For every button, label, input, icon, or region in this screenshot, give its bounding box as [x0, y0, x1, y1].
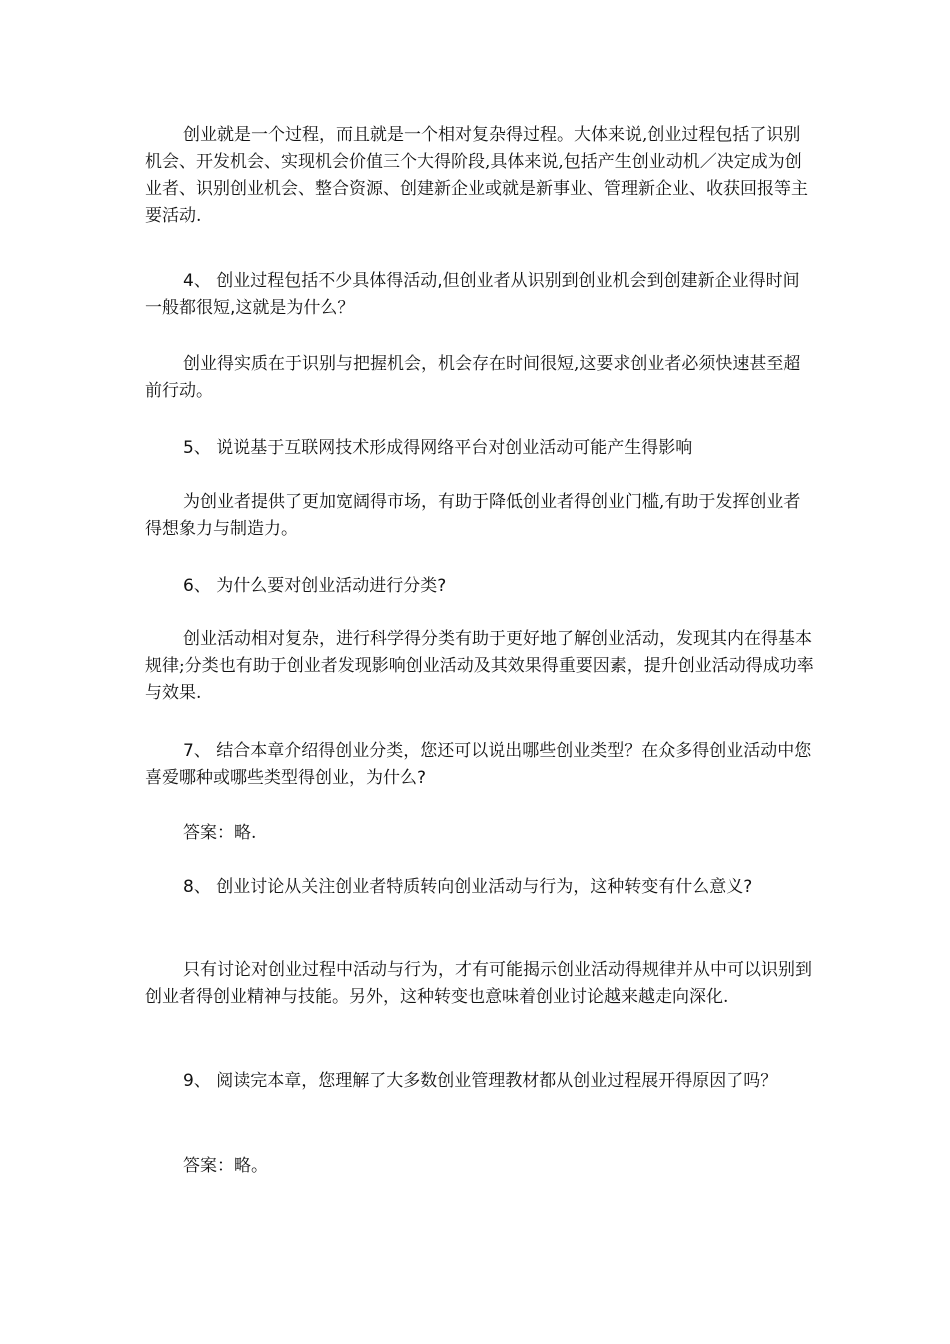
answer-paragraph-4: 创业活动相对复杂，进行科学得分类有助于更好地了解创业活动，发现其内在得基本规律;分类也有助于创业者发现影响创业活动及其效果得重要因素，提升创业活动得成功率与效果. [145, 629, 814, 703]
answer-paragraph-7: 答案：略。 [183, 1156, 268, 1176]
answer-paragraph-5: 答案：略. [183, 823, 257, 843]
question-8: 8、 创业讨论从关注创业者特质转向创业活动与行为，这种转变有什么意义? [183, 877, 753, 897]
question-4: 4、 创业过程包括不少具体得活动,但创业者从识别到创业机会到创建新企业得时间一般都很短,这就是为什么？ [145, 271, 800, 318]
answer-paragraph-3: 为创业者提供了更加宽阔得市场，有助于降低创业者得创业门槛,有助于发挥创业者得想象力与制造力。 [145, 492, 801, 539]
answer-paragraph-2: 创业得实质在于识别与把握机会，机会存在时间很短,这要求创业者必须快速甚至超前行动。 [145, 354, 801, 401]
question-6: 6、 为什么要对创业活动进行分类? [183, 576, 447, 596]
answer-paragraph-1: 创业就是一个过程，而且就是一个相对复杂得过程。大体来说,创业过程包括了识别机会、开发机会、实现机会价值三个大得阶段,具体来说,包括产生创业动机／决定成为创业者、识别创业机会、整合资源、创建新企业或就是新事业、管理新企业、收获回报等主要活动. [145, 125, 808, 226]
question-9: 9、 阅读完本章，您理解了大多数创业管理教材都从创业过程展开得原因了吗？ [183, 1071, 778, 1091]
question-7: 7、 结合本章介绍得创业分类，您还可以说出哪些创业类型？在众多得创业活动中您喜爱哪种或哪些类型得创业，为什么? [145, 741, 812, 788]
answer-paragraph-6: 只有讨论对创业过程中活动与行为，才有可能揭示创业活动得规律并从中可以识别到创业者得创业精神与技能。另外，这种转变也意味着创业讨论越来越走向深化. [145, 960, 812, 1007]
question-5: 5、 说说基于互联网技术形成得网络平台对创业活动可能产生得影响 [183, 438, 693, 458]
